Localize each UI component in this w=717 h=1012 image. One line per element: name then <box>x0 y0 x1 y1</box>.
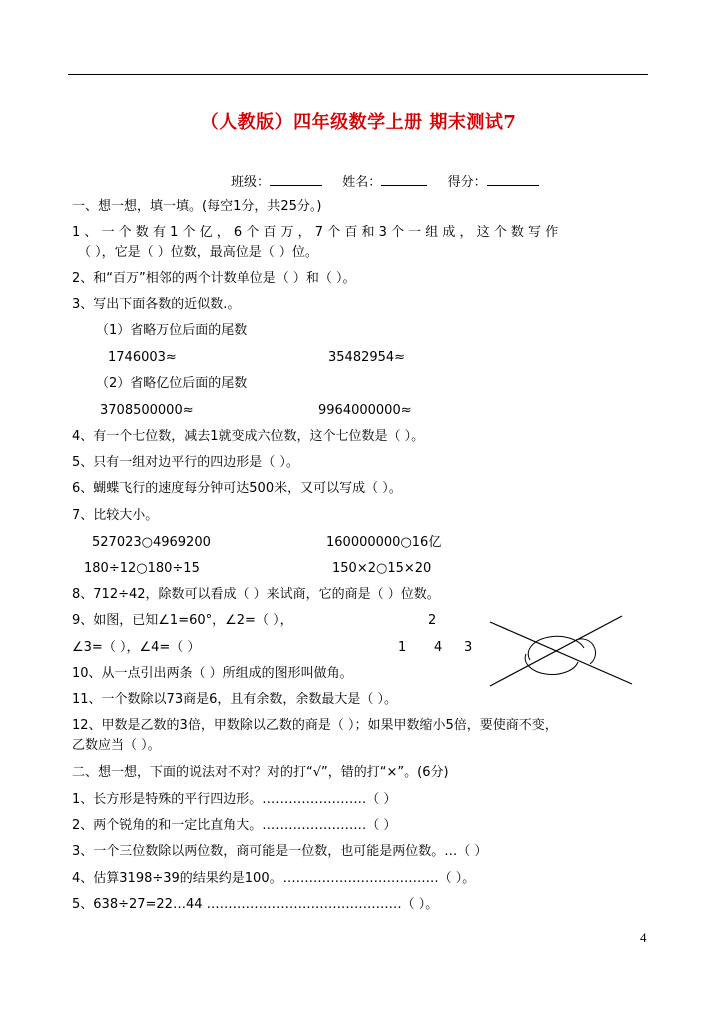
question-3: 3、写出下面各数的近似数.。 <box>72 297 241 312</box>
question-1-line-1: 1 、 一 个 数 有 1 个 亿 ， 6 个 百 万 ， 7 个 百 和 3 个 一 组 成 ， 这 个 数 写 作 <box>72 225 559 240</box>
class-label: 班级： <box>231 175 271 190</box>
angle-label-4: 4 <box>434 640 443 655</box>
name-label: 姓名： <box>342 175 382 190</box>
angle-label-3: 3 <box>464 640 473 655</box>
question-3-part-1: （1）省略万位后面的尾数 <box>96 323 248 338</box>
question-7: 7、比较大小。 <box>72 508 159 523</box>
question-9-line-1: 9、如图，已知∠1=60°，∠2=（ ）， <box>72 613 293 628</box>
question-12-line-1: 12、甲数是乙数的3倍，甲数除以乙数的商是（ ）；如果甲数缩小5倍，要使商不变， <box>72 718 558 733</box>
question-11: 11、一个数除以73商是6，且有余数，余数最大是（ ）。 <box>72 692 397 707</box>
question-1-line-2: （ ），它是（ ）位数，最高位是（ ）位。 <box>78 245 318 260</box>
question-7-c: 180÷12○180÷15 <box>84 561 200 576</box>
question-8: 8、712÷42，除数可以看成（ ）来试商，它的商是（ ）位数。 <box>72 587 440 602</box>
question-10: 10、从一点引出两条（ ）所组成的图形叫做角。 <box>72 666 353 681</box>
question-3-1-b: 35482954≈ <box>328 350 406 365</box>
question-5: 5、只有一组对边平行的四边形是（ ）。 <box>72 455 299 470</box>
question-3-2-a: 3708500000≈ <box>100 403 194 418</box>
angle-arc-top <box>528 636 584 660</box>
name-field[interactable] <box>381 173 427 186</box>
section-1-heading: 一、想一想，填一填。(每空1分，共25分。) <box>72 199 322 214</box>
question-3-1-a: 1746003≈ <box>108 350 177 365</box>
angle-label-1: 1 <box>398 640 407 655</box>
line-b <box>490 616 622 686</box>
class-field[interactable] <box>270 173 322 186</box>
page-title: （人教版）四年级数学上册 期末测试7 <box>200 112 517 133</box>
header-rule <box>68 74 648 75</box>
judge-1: 1、长方形是特殊的平行四边形。……………………（ ） <box>72 792 397 807</box>
question-12-line-2: 乙数应当（ ）。 <box>72 738 161 753</box>
judge-2: 2、两个锐角的和一定比直角大。……………………（ ） <box>72 818 397 833</box>
question-4: 4、有一个七位数，减去1就变成六位数，这个七位数是（ ）。 <box>72 429 425 444</box>
question-2: 2、和“百万”相邻的两个计数单位是（ ）和（ ）。 <box>72 271 356 286</box>
score-field[interactable] <box>487 173 539 186</box>
judge-5: 5、638÷27=22…44 ………………………………………（ ）。 <box>72 897 439 912</box>
judge-3: 3、一个三位数除以两位数，商可能是一位数，也可能是两位数。…（ ） <box>72 844 488 859</box>
question-3-part-2: （2）省略亿位后面的尾数 <box>96 376 248 391</box>
judge-4: 4、估算3198÷39的结果约是100。………………………………（ ）。 <box>72 871 476 886</box>
intersecting-lines-figure <box>486 612 646 692</box>
question-3-2-b: 9964000000≈ <box>318 403 412 418</box>
angle-label-2: 2 <box>428 613 437 628</box>
score-label: 得分： <box>447 175 487 190</box>
question-7-b: 160000000○16亿 <box>326 535 442 550</box>
section-2-heading: 二、想一想，下面的说法对不对？对的打“√”，错的打“×”。(6分) <box>72 765 449 780</box>
question-7-d: 150×2○15×20 <box>332 561 432 576</box>
student-info-row <box>231 173 539 191</box>
page-number: 4 <box>640 930 647 945</box>
question-7-a: 527023○4969200 <box>92 535 211 550</box>
question-9-line-2: ∠3=（ ），∠4=（ ） <box>72 640 201 655</box>
question-6: 6、蝴蝶飞行的速度每分钟可达500米，又可以写成（ ）。 <box>72 481 402 496</box>
